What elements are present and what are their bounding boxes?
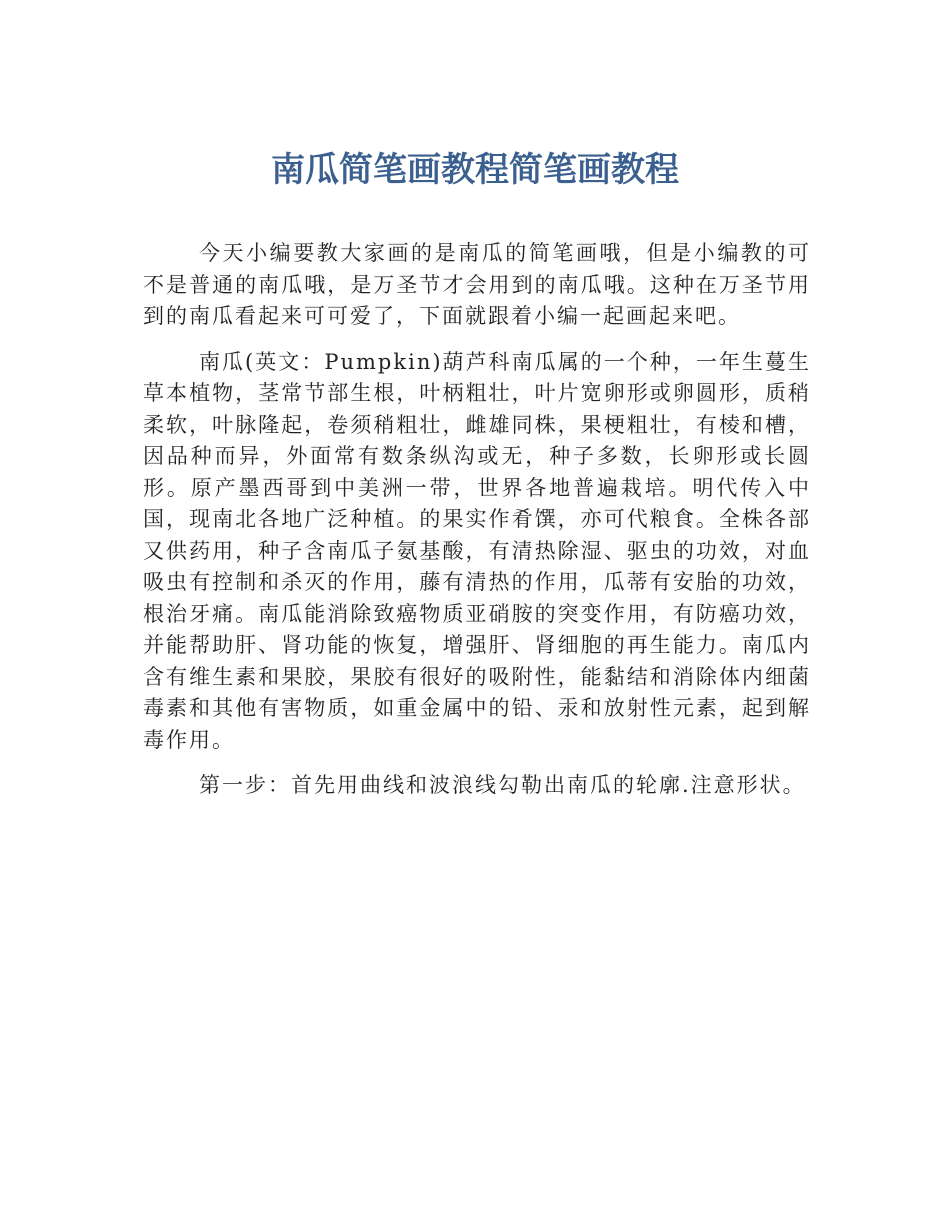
page-title: 南瓜简笔画教程简笔画教程 [271, 150, 679, 190]
pumpkin-description-paragraph: 南瓜(英文：Pumpkin)葫芦科南瓜属的一个种，一年生蔓生草本植物，茎常节部生根，叶柄粗壮，叶片宽卵形或卵圆形，质稍柔软，叶脉隆起，卷须稍粗壮，雌雄同株，果梗粗壮，有棱和槽，因品种而异，外面常有数条纵沟或无，种子多数，长卵形或长圆形。原产墨西哥到中美洲一带，世界各地普遍栽培。明代传入中国，现南北各地广泛种植。的果实作肴馔，亦可代粮食。全株各部又供药用，种子含南瓜子氨基酸，有清热除湿、驱虫的功效，对血吸虫有控制和杀灭的作用，藤有清热的作用，瓜蒂有安胎的功效，根治牙痛。南瓜能消除致癌物质亚硝胺的突变作用，有防癌功效，并能帮助肝、肾功能的恢复，增强肝、肾细胞的再生能力。南瓜内含有维生素和果胶，果胶有很好的吸附性，能黏结和消除体内细菌毒素和其他有害物质，如重金属中的铅、汞和放射性元素，起到解毒作用。 [143, 349, 811, 752]
intro-paragraph: 今天小编要教大家画的是南瓜的简笔画哦，但是小编教的可不是普通的南瓜哦，是万圣节才会用到的南瓜哦。这种在万圣节用到的南瓜看起来可可爱了，下面就跟着小编一起画起来吧。 [143, 241, 811, 328]
document-body [143, 238, 811, 816]
step-one-paragraph: 第一步：首先用曲线和波浪线勾勒出南瓜的轮廓.注意形状。 [199, 773, 806, 797]
